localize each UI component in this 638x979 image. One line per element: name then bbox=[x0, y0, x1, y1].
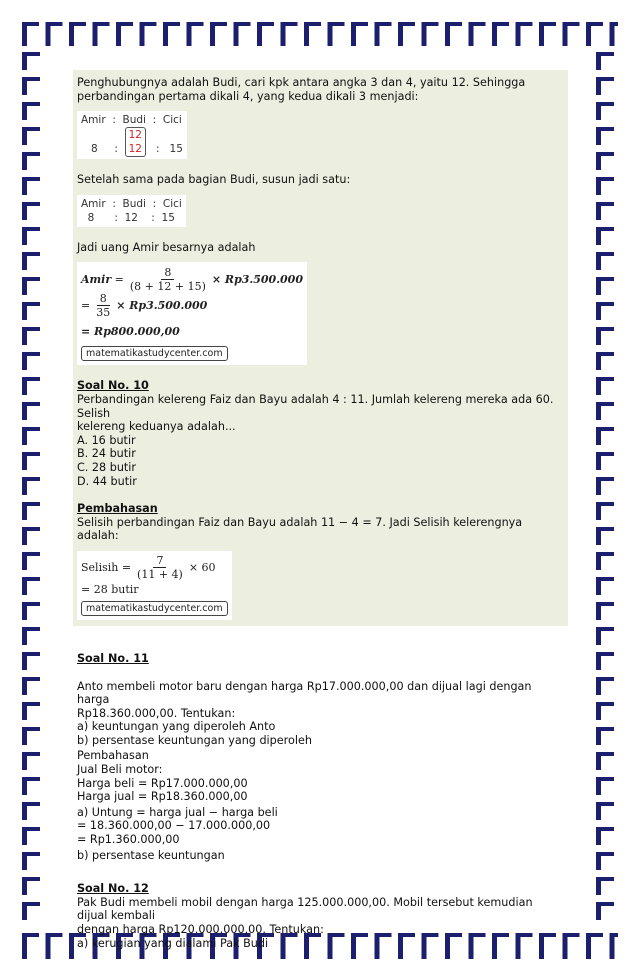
border-glyph bbox=[596, 402, 614, 420]
border-glyph bbox=[596, 52, 614, 70]
step3-text: Jadi uang Amir besarnya adalah bbox=[77, 240, 256, 254]
border-glyph bbox=[22, 933, 39, 959]
intro-text: Penghubungnya adalah Budi, cari kpk antara angka 3 dan 4, yaitu 12. Sehingga perbandingan pertama dikali 4, yang kedua dikali 3 menjadi: bbox=[77, 76, 526, 103]
border-glyph bbox=[596, 352, 614, 370]
border-glyph bbox=[187, 22, 204, 46]
soal10-pembahasan-title: Pembahasan bbox=[77, 502, 158, 516]
border-glyph bbox=[22, 252, 40, 270]
border-glyph bbox=[586, 933, 603, 959]
math-amir-result: = Rp800.000,00 bbox=[81, 324, 180, 338]
document-content bbox=[73, 70, 568, 950]
border-glyph bbox=[596, 502, 614, 520]
ratio-table-1-row1-value: 12 bbox=[128, 129, 142, 142]
soal11-title: Soal No. 11 bbox=[77, 651, 149, 665]
border-glyph bbox=[596, 152, 614, 170]
math-selisih-times: × 60 bbox=[188, 561, 216, 575]
soal11-pembahasan-line: Pembahasan bbox=[77, 749, 149, 763]
border-glyph bbox=[22, 227, 40, 245]
border-glyph bbox=[596, 852, 614, 870]
math-amir-lhs: Amir bbox=[81, 272, 112, 286]
soal10-pembahasan-text: Selisih perbandingan Faiz dan Bayu adalah 11 − 4 = 7. Jadi Selisih kelerengnya adalah: bbox=[77, 515, 523, 543]
border-glyph bbox=[22, 527, 40, 545]
watermark-2: matematikastudycenter.com bbox=[81, 601, 228, 616]
ratio-table-1 bbox=[77, 111, 187, 159]
border-glyph bbox=[22, 827, 40, 845]
border-glyph bbox=[22, 627, 40, 645]
ratio-table-1-row2-right: : 15 bbox=[145, 143, 183, 156]
border-glyph bbox=[22, 577, 40, 595]
border-glyph bbox=[22, 352, 40, 370]
solution-panel bbox=[73, 70, 568, 626]
border-glyph bbox=[304, 22, 321, 46]
border-glyph bbox=[22, 402, 40, 420]
border-glyph bbox=[22, 877, 40, 895]
ratio-table-1-row1 bbox=[81, 127, 183, 157]
soal11-pembahasan-line: Harga beli = Rp17.000.000,00 bbox=[77, 776, 248, 790]
border-glyph bbox=[257, 22, 274, 46]
math-amir-l2-den: 35 bbox=[96, 305, 111, 319]
border-glyph bbox=[596, 327, 614, 345]
decorative-border-left bbox=[20, 48, 46, 929]
soal11-pembahasan-line: Jual Beli motor: bbox=[77, 763, 163, 777]
border-glyph bbox=[596, 527, 614, 545]
soal11-untung-line: = 18.360.000,00 − 17.000.000,00 bbox=[77, 819, 271, 833]
border-glyph bbox=[375, 22, 392, 46]
decorative-border-right bbox=[592, 48, 618, 929]
soal10-title: Soal No. 10 bbox=[77, 379, 149, 393]
border-glyph bbox=[492, 22, 509, 46]
math-amir-num: 8 bbox=[161, 266, 174, 280]
border-glyph bbox=[22, 702, 40, 720]
border-glyph bbox=[46, 933, 63, 959]
soal10-option-a: A. 16 butir bbox=[77, 433, 136, 447]
math-amir-fraction bbox=[127, 266, 209, 293]
border-glyph bbox=[596, 827, 614, 845]
soal11-b: b) persentase keuntungan bbox=[77, 848, 225, 862]
border-glyph bbox=[22, 902, 40, 920]
border-glyph bbox=[22, 727, 40, 745]
border-glyph bbox=[22, 327, 40, 345]
border-glyph bbox=[596, 477, 614, 495]
ratio-table-2-header: Amir : Budi : Cici bbox=[81, 197, 182, 210]
border-glyph bbox=[596, 427, 614, 445]
math-amir-den: (8 + 12 + 15) bbox=[129, 279, 206, 293]
border-glyph bbox=[596, 877, 614, 895]
soal11-line: a) keuntungan yang diperoleh Anto bbox=[77, 720, 276, 734]
border-glyph bbox=[22, 127, 40, 145]
border-glyph bbox=[610, 933, 619, 959]
border-glyph bbox=[22, 802, 40, 820]
border-glyph bbox=[596, 177, 614, 195]
math-selisih bbox=[77, 551, 232, 620]
border-glyph bbox=[596, 102, 614, 120]
border-glyph bbox=[69, 22, 86, 46]
border-glyph bbox=[596, 677, 614, 695]
border-glyph bbox=[163, 22, 180, 46]
border-glyph bbox=[516, 22, 533, 46]
soal12-line: Pak Budi membeli mobil dengan harga 125.000.000,00. Mobil tersebut kemudian dijual kembali bbox=[77, 895, 533, 923]
math-amir-times1: × Rp3.500.000 bbox=[211, 272, 303, 286]
border-glyph bbox=[398, 22, 415, 46]
border-glyph bbox=[93, 22, 110, 46]
border-glyph bbox=[422, 22, 439, 46]
border-glyph bbox=[22, 677, 40, 695]
border-glyph bbox=[596, 452, 614, 470]
border-glyph bbox=[22, 427, 40, 445]
math-amir-fraction-2 bbox=[93, 292, 113, 319]
ratio-table-1-header: Amir : Budi : Cici bbox=[81, 114, 182, 127]
border-glyph bbox=[22, 777, 40, 795]
border-glyph bbox=[22, 302, 40, 320]
soal11-line: b) persentase keuntungan yang diperoleh bbox=[77, 733, 312, 747]
math-amir-l2-num: 8 bbox=[97, 292, 110, 306]
border-glyph bbox=[596, 777, 614, 795]
border-glyph bbox=[596, 377, 614, 395]
math-selisih-fraction bbox=[134, 554, 186, 581]
ratio-table-2-row: 8 : 12 : 15 bbox=[81, 211, 175, 224]
border-glyph bbox=[281, 22, 298, 46]
math-amir: Amir = $\frac{8}{(8 + 12 + 15)}$ × Rp3.500.000 = $\frac{8}{35}$ × Rp3.500.000 = Rp800.000,00 matematikastudycenter.com bbox=[77, 262, 307, 365]
border-glyph bbox=[22, 752, 40, 770]
soal11-section bbox=[73, 626, 568, 950]
math-selisih-den: (11 + 4) bbox=[137, 568, 183, 582]
border-glyph bbox=[596, 627, 614, 645]
border-glyph bbox=[586, 22, 603, 46]
math-selisih-result: = 28 butir bbox=[81, 583, 139, 597]
border-glyph bbox=[328, 22, 345, 46]
soal11-line: Anto membeli motor baru dengan harga Rp17.000.000,00 dan dijual lagi dengan harga bbox=[77, 679, 532, 707]
border-glyph bbox=[140, 22, 157, 46]
step2-text: Setelah sama pada bagian Budi, susun jadi satu: bbox=[77, 173, 351, 187]
math-selisih-num: 7 bbox=[153, 554, 166, 568]
soal10-option-d: D. 44 butir bbox=[77, 474, 137, 488]
border-glyph bbox=[596, 127, 614, 145]
border-glyph bbox=[596, 727, 614, 745]
border-glyph bbox=[596, 652, 614, 670]
border-glyph bbox=[22, 77, 40, 95]
border-glyph bbox=[596, 227, 614, 245]
math-amir-times2: × Rp3.500.000 bbox=[116, 298, 208, 312]
border-glyph bbox=[22, 502, 40, 520]
soal10-option-c: C. 28 butir bbox=[77, 460, 137, 474]
soal11-untung-line: = Rp1.360.000,00 bbox=[77, 833, 180, 847]
soal12-line: dengan harga Rp120.000.000,00. Tentukan: bbox=[77, 923, 324, 936]
ratio-table-1-row2-value: 12 bbox=[128, 143, 142, 156]
border-glyph bbox=[596, 252, 614, 270]
border-glyph bbox=[22, 22, 39, 46]
soal10-question-2: kelereng keduanya adalah... bbox=[77, 420, 236, 434]
border-glyph bbox=[596, 702, 614, 720]
border-glyph bbox=[22, 202, 40, 220]
border-glyph bbox=[22, 852, 40, 870]
ratio-table-2 bbox=[77, 195, 186, 227]
border-glyph bbox=[22, 602, 40, 620]
decorative-border-top bbox=[20, 18, 618, 48]
border-glyph bbox=[22, 377, 40, 395]
border-glyph bbox=[539, 22, 556, 46]
border-glyph bbox=[596, 202, 614, 220]
border-glyph bbox=[596, 302, 614, 320]
border-glyph bbox=[563, 22, 580, 46]
soal10-question-1: Perbandingan kelereng Faiz dan Bayu adalah 4 : 11. Jumlah kelereng mereka ada 60. Selish bbox=[77, 392, 554, 420]
soal12-title: Soal No. 12 bbox=[77, 882, 149, 896]
math-amir-eq: = bbox=[114, 272, 124, 286]
border-glyph bbox=[234, 22, 251, 46]
border-glyph bbox=[610, 22, 619, 46]
soal11-pembahasan-line: Harga jual = Rp18.360.000,00 bbox=[77, 790, 248, 804]
ratio-table-1-row1-left: 8 : bbox=[81, 143, 125, 156]
math-selisih-lhs: Selisih = bbox=[81, 561, 132, 575]
soal12-line: a) kerugian yang dialami Pak Budi bbox=[77, 936, 269, 950]
border-glyph bbox=[596, 577, 614, 595]
border-glyph bbox=[445, 22, 462, 46]
border-glyph bbox=[469, 22, 486, 46]
border-glyph bbox=[22, 452, 40, 470]
watermark-1: matematikastudycenter.com bbox=[81, 346, 228, 361]
border-glyph bbox=[596, 902, 614, 920]
border-glyph bbox=[46, 22, 63, 46]
border-glyph bbox=[22, 277, 40, 295]
border-glyph bbox=[116, 22, 133, 46]
border-glyph bbox=[351, 22, 368, 46]
border-glyph bbox=[22, 552, 40, 570]
border-glyph bbox=[22, 177, 40, 195]
border-glyph bbox=[22, 152, 40, 170]
border-glyph bbox=[22, 652, 40, 670]
border-glyph bbox=[596, 77, 614, 95]
border-glyph bbox=[22, 52, 40, 70]
border-glyph bbox=[22, 477, 40, 495]
border-glyph bbox=[596, 552, 614, 570]
soal11-line: Rp18.360.000,00. Tentukan: bbox=[77, 706, 236, 720]
border-glyph bbox=[596, 602, 614, 620]
soal10-option-b: B. 24 butir bbox=[77, 447, 136, 461]
border-glyph bbox=[596, 277, 614, 295]
ratio-highlight-cell bbox=[125, 127, 146, 157]
soal11-untung-line: a) Untung = harga jual − harga beli bbox=[77, 805, 278, 819]
border-glyph bbox=[210, 22, 227, 46]
border-glyph bbox=[596, 802, 614, 820]
border-glyph bbox=[22, 102, 40, 120]
border-glyph bbox=[596, 752, 614, 770]
